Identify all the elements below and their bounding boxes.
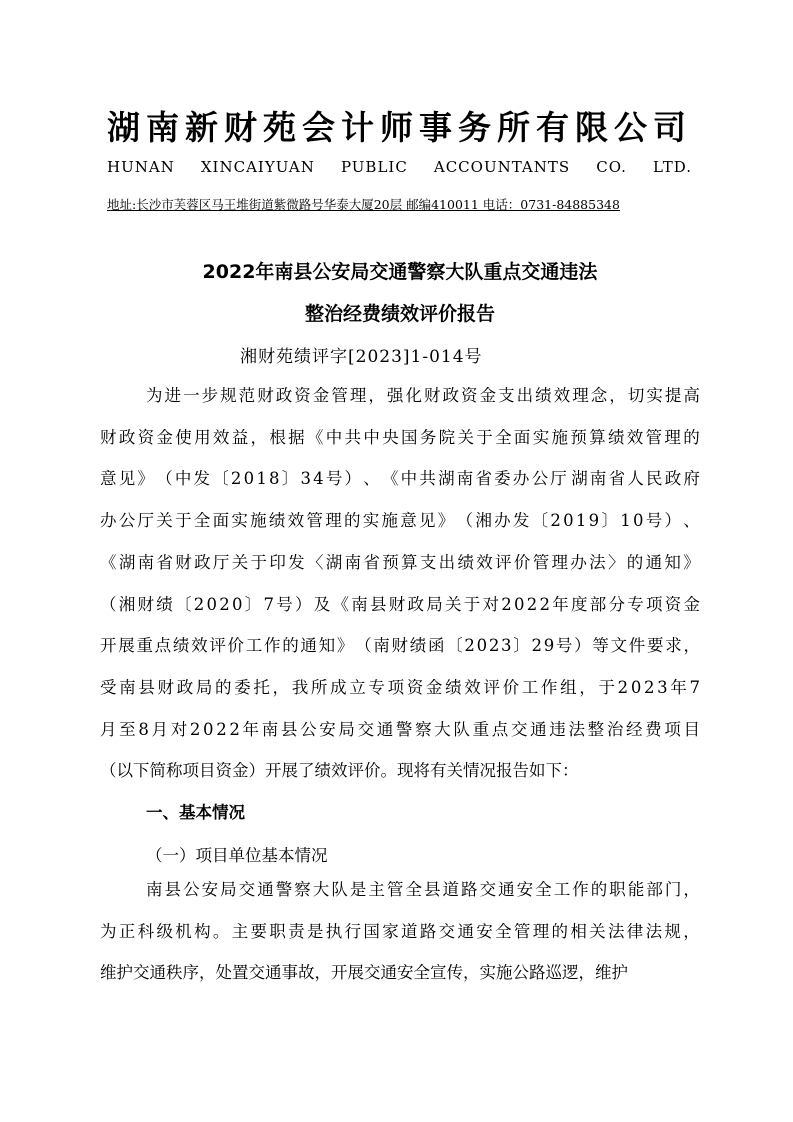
subsection-heading: （一）项目单位基本情况 xyxy=(146,846,328,865)
firm-english-word: PUBLIC xyxy=(340,158,408,176)
firm-english-word: CO. xyxy=(596,158,627,176)
paragraph-line: 受 南 县 财 政 局 的 委 托 ， 我 所 成 立 专 项 资 金 绩 效 评 价 工 作 组 ， 于 2 0 2 3 年 7 xyxy=(100,677,700,697)
paragraph-line: 《 湖 南 省 财 政 厅 关 于 印 发 〈 湖 南 省 预 算 支 出 绩 效 评 价 管 理 办 法 〉 的 通 知 》 xyxy=(100,552,700,572)
paragraph-line: 意 见 》 （ 中 发 〔 2 0 1 8 〕 3 4 号 ） 、 《 中 共 湖 南 省 委 办 公 厅 湖 南 省 人 民 政 府 xyxy=(100,469,700,489)
paragraph-line: 南 县 公 安 局 交 通 警 察 大 队 是 主 管 全 县 道 路 交 通 安 全 工 作 的 职 能 部 门 ， xyxy=(146,880,700,899)
report-title-line-1: 2022年南县公安局交通警察大队重点交通违法 xyxy=(202,261,598,283)
paragraph-line: （以下简称项目资金）开展了绩效评价。现将有关情况报告如下： xyxy=(100,761,579,781)
paragraph-line: 维护交通秩序，处置交通事故，开展交通安全宣传，实施公路巡逻，维护 xyxy=(100,963,628,983)
section-heading: 一、基本情况 xyxy=(146,803,245,822)
document-number: 湘财苑绩评字[2023]1-014号 xyxy=(240,347,483,367)
paragraph-line: 月 至 8 月 对 2 0 2 2 年 南 县 公 安 局 交 通 警 察 大 队 重 点 交 通 违 法 整 治 经 费 项 目 xyxy=(100,719,700,739)
firm-english-word: ACCOUNTANTS xyxy=(433,158,571,176)
paragraph-line: 财 政 资 金 使 用 效 益 ， 根 据 《 中 共 中 央 国 务 院 关 于 全 面 实 施 预 算 绩 效 管 理 的 xyxy=(100,427,700,447)
firm-english-word: LTD. xyxy=(652,158,692,176)
paragraph-line: 为 正 科 级 机 构 。 主 要 职 责 是 执 行 国 家 道 路 交 通 安 全 管 理 的 相 关 法 律 法 规 ， xyxy=(100,921,700,941)
firm-name: 湖南新财苑会计师事务所有限公司 xyxy=(107,108,692,147)
firm-english-word: HUNAN xyxy=(107,158,175,176)
report-title-line-2: 整治经费绩效评价报告 xyxy=(304,303,495,325)
firm-english-word: XINCAIYUAN xyxy=(200,158,315,176)
paragraph-line: （ 湘 财 绩 〔 2 0 2 0 〕 7 号 ） 及 《 南 县 财 政 局 关 于 对 2 0 2 2 年 度 部 分 专 项 资 金 xyxy=(100,594,700,614)
firm-english-name xyxy=(107,158,692,180)
paragraph-line: 为 进 一 步 规 范 财 政 资 金 管 理 ， 强 化 财 政 资 金 支 出 绩 效 理 念 ， 切 实 提 高 xyxy=(146,386,700,405)
paragraph-line: 办 公 厅 关 于 全 面 实 施 绩 效 管 理 的 实 施 意 见 》 （ 湘 办 发 〔 2 0 1 9 〕 1 0 号 ） 、 xyxy=(100,511,700,531)
paragraph-line: 开 展 重 点 绩 效 评 价 工 作 的 通 知 》 （ 南 财 绩 函 〔 2 0 2 3 〕 2 9 号 ） 等 文 件 要 求 ， xyxy=(100,636,700,656)
firm-address: 地址:长沙市芙蓉区马王堆街道紫微路号华泰大厦20层 邮编410011 电话：0731-84885348 xyxy=(107,197,620,212)
